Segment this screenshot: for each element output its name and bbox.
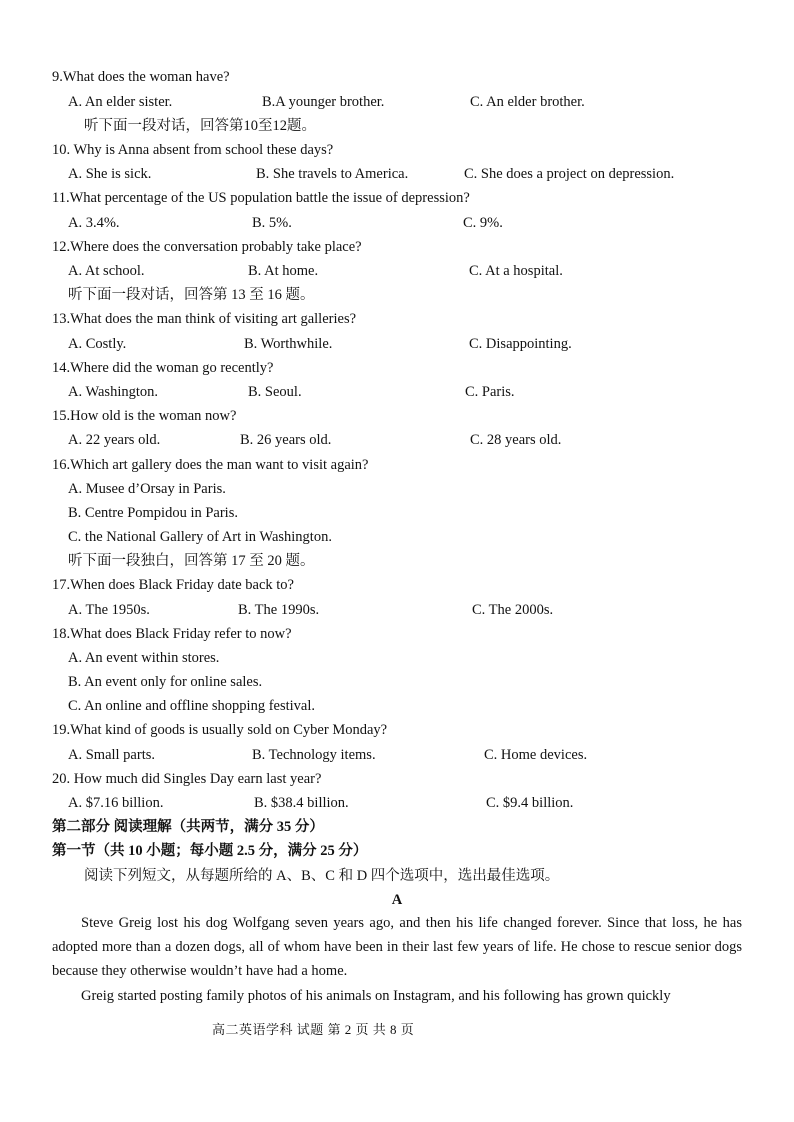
question-20-option-b: B. $38.4 billion. [254, 795, 349, 811]
instruction-13-16: 听下面一段对话，回答第 13 至 16 题。 [68, 287, 315, 303]
question-16-stem: 16.Which art gallery does the man want to visit again? [52, 457, 369, 473]
question-16-option-a: A. Musee d’Orsay in Paris. [68, 481, 226, 497]
question-11-option-c: C. 9%. [463, 215, 503, 231]
question-9-option-c: C. An elder brother. [470, 94, 585, 110]
question-15-option-a: A. 22 years old. [68, 432, 161, 448]
question-19-option-a: A. Small parts. [68, 747, 155, 763]
question-9-stem: 9.What does the woman have? [52, 69, 230, 85]
question-18-option-b: B. An event only for online sales. [68, 674, 263, 690]
passage-paragraph-2: Greig started posting family photos of his animals on Instagram, and his following has grown quickly [81, 988, 671, 1004]
page-footer: 高二英语学科 试题 第 2 页 共 8 页 [212, 1022, 415, 1037]
question-10-option-a: A. She is sick. [68, 166, 152, 182]
question-18-option-c: C. An online and offline shopping festival. [68, 698, 316, 714]
question-17-stem: 17.When does Black Friday date back to? [52, 577, 294, 593]
question-20-option-c: C. $9.4 billion. [486, 795, 574, 811]
question-14-option-a: A. Washington. [68, 384, 158, 400]
question-16-option-b: B. Centre Pompidou in Paris. [68, 505, 238, 521]
instruction-17-20: 听下面一段独白，回答第 17 至 20 题。 [68, 553, 315, 569]
question-9-option-a: A. An elder sister. [68, 94, 173, 110]
question-12-option-c: C. At a hospital. [469, 263, 563, 279]
question-14-option-b: B. Seoul. [248, 384, 302, 400]
section-1-heading: 第一节（共 10 小题；每小题 2.5 分，满分 25 分） [52, 843, 368, 859]
question-20-stem: 20. How much did Singles Day earn last year? [52, 771, 322, 787]
question-12-stem: 12.Where does the conversation probably take place? [52, 239, 362, 255]
passage-paragraph-1: Steve Greig lost his dog Wolfgang seven years ago, and then his life changed forever. Since that loss, he has adopted more than a dozen dogs, all of whom have been in their last few years of life. He chose to rescue senior dogs because they otherwise wouldn’t have had a home. [52, 915, 742, 980]
part-2-heading: 第二部分 阅读理解（共两节，满分 35 分） [52, 819, 324, 835]
question-11-option-a: A. 3.4%. [68, 215, 120, 231]
question-14-stem: 14.Where did the woman go recently? [52, 360, 274, 376]
question-20-option-a: A. $7.16 billion. [68, 795, 164, 811]
question-14-option-c: C. Paris. [465, 384, 515, 400]
question-12-option-a: A. At school. [68, 263, 145, 279]
question-13-stem: 13.What does the man think of visiting art galleries? [52, 311, 357, 327]
question-15-stem: 15.How old is the woman now? [52, 408, 237, 424]
question-15-option-c: C. 28 years old. [470, 432, 562, 448]
question-11-stem: 11.What percentage of the US population battle the issue of depression? [52, 190, 470, 206]
question-19-option-c: C. Home devices. [484, 747, 588, 763]
question-17-option-b: B. The 1990s. [238, 602, 320, 618]
instruction-10-12: 听下面一段对话，回答第10至12题。 [84, 118, 316, 134]
question-19-stem: 19.What kind of goods is usually sold on Cyber Monday? [52, 722, 388, 738]
question-10-stem: 10. Why is Anna absent from school these days? [52, 142, 334, 158]
question-19-option-b: B. Technology items. [252, 747, 376, 763]
reading-instruction: 阅读下列短文，从每题所给的 A、B、C 和 D 四个选项中，选出最佳选项。 [84, 868, 560, 884]
question-18-stem: 18.What does Black Friday refer to now? [52, 626, 292, 642]
question-17-option-c: C. The 2000s. [472, 602, 554, 618]
question-18-option-a: A. An event within stores. [68, 650, 220, 666]
question-15-option-b: B. 26 years old. [240, 432, 332, 448]
question-10-option-c: C. She does a project on depression. [464, 166, 675, 182]
question-13-option-a: A. Costly. [68, 336, 127, 352]
question-13-option-c: C. Disappointing. [469, 336, 572, 352]
passage-label: A [391, 892, 403, 908]
question-16-option-c: C. the National Gallery of Art in Washington. [68, 529, 332, 545]
question-17-option-a: A. The 1950s. [68, 602, 150, 618]
question-12-option-b: B. At home. [248, 263, 319, 279]
question-9-option-b: B.A younger brother. [262, 94, 385, 110]
question-13-option-b: B. Worthwhile. [244, 336, 333, 352]
question-11-option-b: B. 5%. [252, 215, 292, 231]
question-10-option-b: B. She travels to America. [256, 166, 409, 182]
